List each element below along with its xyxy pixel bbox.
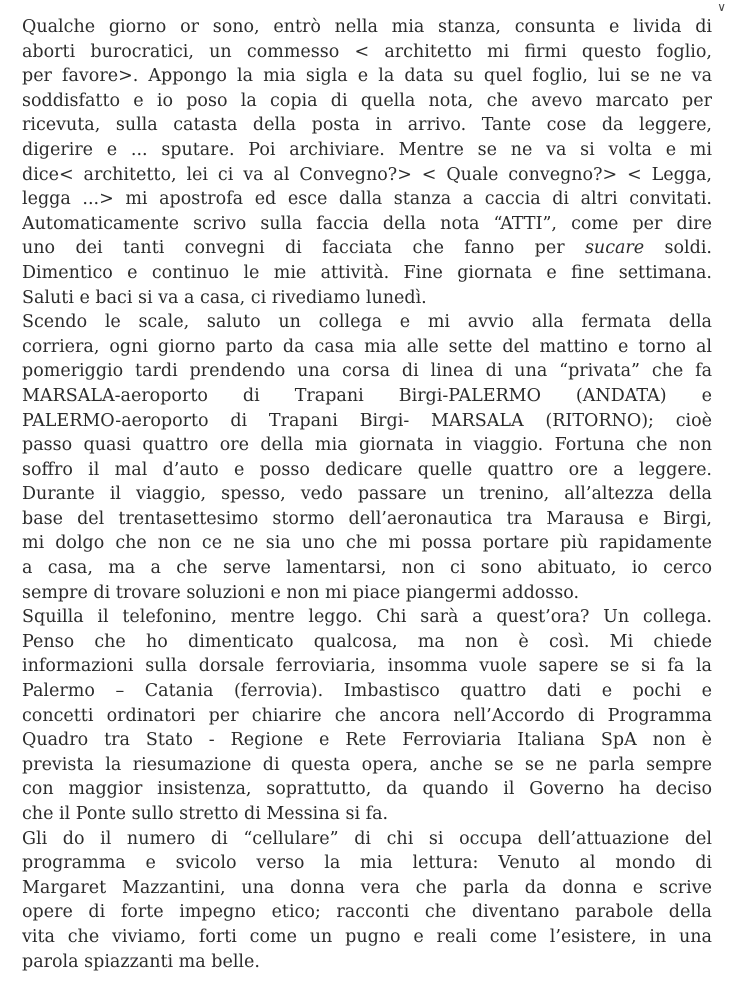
document-body	[22, 15, 712, 974]
text-line: Gli do il numero di “cellulare” di chi si occupa dell’attuazione del	[22, 828, 712, 849]
italic-word: sucare	[584, 238, 645, 259]
text-line: opere di forte impegno etico; racconti che diventano parabole della	[22, 902, 712, 923]
text-line: Margaret Mazzantini, una donna vera che parla da donna e scrive	[22, 877, 712, 898]
text-line: a casa, ma a che serve lamentarsi, non ci sono abituato, io cerco	[22, 558, 712, 579]
text-line: Saluti e baci si va a casa, ci rivediamo lunedì.	[22, 287, 427, 308]
text-line: programma e svicolo verso la mia lettura: Venuto al mondo di	[22, 853, 712, 874]
text-line: soddisfatto e io poso la copia di quella nota, che avevo marcato per	[22, 90, 712, 111]
text-line: Dimentico e continuo le mie attività. Fine giornata e fine settimana.	[22, 262, 712, 283]
text-line: aborti burocratici, un commesso < architetto mi firmi questo foglio,	[22, 41, 712, 62]
text-line: legga ...> mi apostrofa ed esce dalla stanza a caccia di altri convitati.	[22, 189, 712, 210]
text-line: MARSALA-aeroporto di Trapani Birgi-PALERMO (ANDATA) e	[22, 385, 712, 406]
text-line-mixed	[22, 236, 712, 261]
text-line: mi dolgo che non ce ne sia uno che mi possa portare più rapidamente	[22, 533, 712, 554]
text-line: vita che viviamo, forti come un pugno e reali come l’esistere, in una	[22, 926, 712, 947]
paragraph-4	[22, 827, 712, 975]
text-line: ricevuta, sulla catasta della posta in arrivo. Tante cose da leggere,	[22, 115, 712, 136]
text-line: concetti ordinatori per chiarire che ancora nell’Accordo di Programma	[22, 705, 712, 726]
text-segment: uno dei tanti convegni di facciata che fanno per	[22, 238, 585, 259]
text-line: per favore>. Appongo la mia sigla e la data su quel foglio, lui se ne va	[22, 66, 712, 87]
text-line: Palermo – Catania (ferrovia). Imbastisco quattro dati e pochi e	[22, 681, 712, 702]
text-line: PALERMO-aeroporto di Trapani Birgi- MARSALA (RITORNO); cioè	[22, 410, 712, 431]
paragraph-3	[22, 605, 712, 826]
paragraph-2	[22, 310, 712, 605]
text-line: digerire e ... sputare. Poi archiviare. Mentre se ne va si volta e mi	[22, 139, 712, 160]
text-line: che il Ponte sullo stretto di Messina si fa.	[22, 804, 389, 824]
text-segment: soldi.	[644, 238, 712, 259]
paragraph-1	[22, 15, 712, 310]
text-line: dice< architetto, lei ci va al Convegno?> < Quale convegno?> < Legga,	[22, 164, 712, 185]
text-line: soffro il mal d’auto e posso dedicare quelle quattro ore a leggere.	[22, 459, 712, 480]
text-line: Automaticamente scrivo sulla faccia della nota “ATTI”, come per dire	[22, 213, 712, 234]
text-line: pomeriggio tardi prendendo una corsa di linea di una “privata” che fa	[22, 361, 712, 382]
text-line: informazioni sulla dorsale ferroviaria, insomma vuole sapere se si fa la	[22, 656, 712, 677]
text-line: prevista la riesumazione di questa opera, anche se se ne parla sempre	[22, 754, 712, 775]
text-line: passo quasi quattro ore della mia giornata in viaggio. Fortuna che non	[22, 435, 712, 456]
text-line: parola spiazzanti ma belle.	[22, 951, 260, 972]
text-line: Qualche giorno or sono, entrò nella mia stanza, consunta e livida di	[22, 17, 712, 37]
text-line: sempre di trovare soluzioni e non mi piace piangermi addosso.	[22, 582, 580, 603]
text-line: Squilla il telefonino, mentre leggo. Chi sarà a quest’ora? Un collega.	[22, 607, 712, 628]
text-line: Scendo le scale, saluto un collega e mi avvio alla fermata della	[22, 312, 712, 333]
text-line: corriera, ogni giorno parto da casa mia alle sette del mattino e torno al	[22, 336, 712, 357]
text-line: Penso che ho dimenticato qualcosa, ma non è così. Mi chiede	[22, 631, 712, 652]
text-line: Durante il viaggio, spesso, vedo passare un trenino, all’altezza della	[22, 484, 712, 505]
corner-mark: ∨	[717, 0, 726, 14]
text-line: base del trentasettesimo stormo dell’aeronautica tra Marausa e Birgi,	[22, 508, 712, 529]
text-line: Quadro tra Stato - Regione e Rete Ferroviaria Italiana SpA non è	[22, 730, 712, 751]
text-line: con maggior insistenza, soprattutto, da quando il Governo ha deciso	[22, 779, 712, 800]
